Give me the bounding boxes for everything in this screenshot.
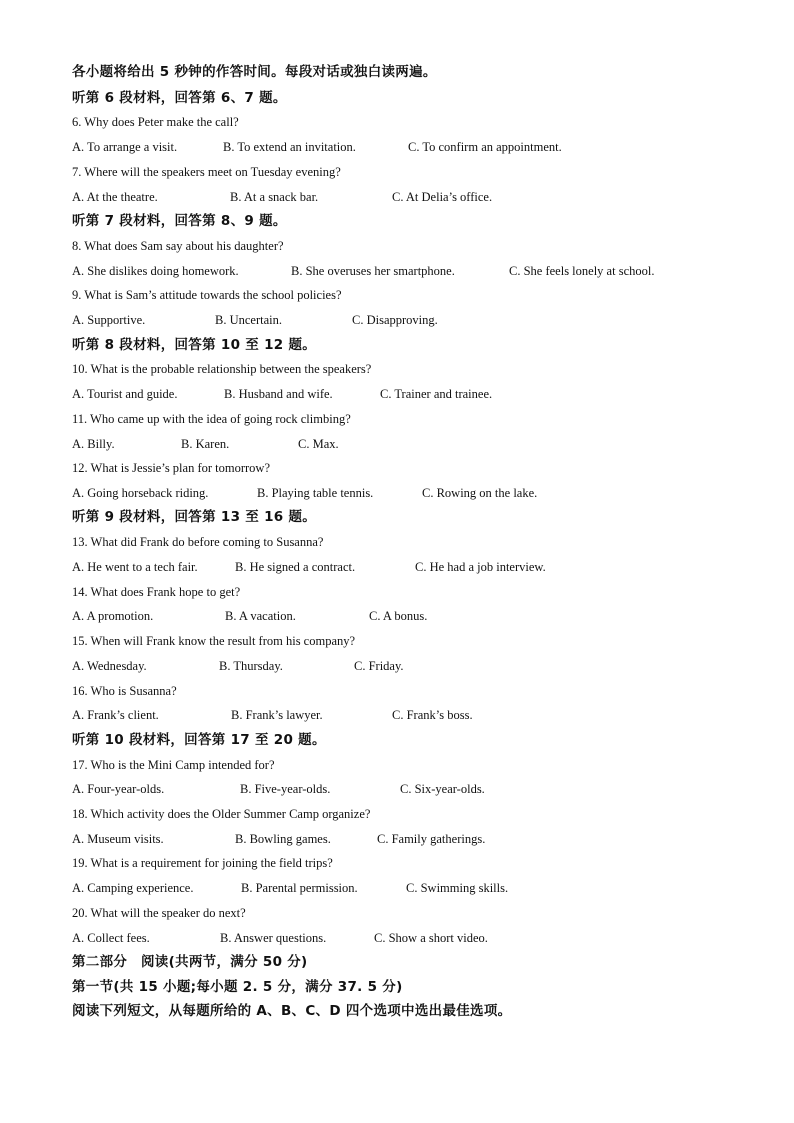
option-b: B. He signed a contract. [235,560,356,574]
option-a: A. Supportive. [72,313,146,327]
option-a: A. Billy. [72,437,115,451]
option-c: C. Rowing on the lake. [422,486,538,500]
option-a: A. Frank’s client. [72,708,159,722]
question-13: 13. What did Frank do before coming to Susanna? [72,535,324,549]
option-c: C. Disapproving. [352,313,438,327]
option-a: A. He went to a tech fair. [72,560,198,574]
option-a: A. At the theatre. [72,190,158,204]
question-14: 14. What does Frank hope to get? [72,585,241,599]
section-heading-10: 听第 10 段材料，回答第 17 至 20 题。 [72,732,326,748]
option-a: A. A promotion. [72,609,154,623]
option-b: B. Husband and wife. [224,387,333,401]
option-b: B. To extend an invitation. [223,140,356,154]
question-11: 11. Who came up with the idea of going rock climbing? [72,412,351,426]
option-a: A. Tourist and guide. [72,387,178,401]
part2-instruction: 阅读下列短文，从每题所给的 A、B、C、D 四个选项中选出最佳选项。 [72,1003,512,1019]
question-10: 10. What is the probable relationship between the speakers? [72,362,372,376]
part2-section1-title: 第一节(共 15 小题;每小题 2. 5 分，满分 37. 5 分) [72,979,403,995]
section-heading-6: 听第 6 段材料，回答第 6、7 题。 [72,90,287,106]
section-heading-8: 听第 8 段材料，回答第 10 至 12 题。 [72,337,317,353]
option-b: B. Parental permission. [241,881,358,895]
option-a: A. Going horseback riding. [72,486,209,500]
question-19: 19. What is a requirement for joining the field trips? [72,856,333,870]
option-c: C. She feels lonely at school. [509,264,655,278]
intro-text: 各小题将给出 5 秒钟的作答时间。每段对话或独白读两遍。 [72,64,437,80]
option-c: C. Family gatherings. [377,832,486,846]
option-c: C. Trainer and trainee. [380,387,493,401]
option-a: A. To arrange a visit. [72,140,178,154]
option-a: A. Four-year-olds. [72,782,165,796]
option-b: B. Uncertain. [215,313,282,327]
option-c: C. Frank’s boss. [392,708,473,722]
question-17: 17. Who is the Mini Camp intended for? [72,758,275,772]
option-c: C. Friday. [354,659,404,673]
question-20: 20. What will the speaker do next? [72,906,246,920]
option-b: B. At a snack bar. [230,190,319,204]
question-18: 18. Which activity does the Older Summer Camp organize? [72,807,371,821]
section-heading-7: 听第 7 段材料，回答第 8、9 题。 [72,213,287,229]
section-heading-9: 听第 9 段材料，回答第 13 至 16 题。 [72,509,317,525]
option-b: B. She overuses her smartphone. [291,264,455,278]
option-c: C. Six-year-olds. [400,782,485,796]
option-c: C. Show a short video. [374,931,488,945]
option-b: B. Answer questions. [220,931,327,945]
option-b: B. Bowling games. [235,832,331,846]
option-c: C. He had a job interview. [415,560,546,574]
option-a: A. Museum visits. [72,832,164,846]
option-b: B. Five-year-olds. [240,782,331,796]
part2-title: 第二部分 阅读(共两节，满分 50 分) [72,954,308,970]
option-a: A. Collect fees. [72,931,150,945]
option-b: B. Karen. [181,437,230,451]
option-b: B. A vacation. [225,609,296,623]
option-a: A. She dislikes doing homework. [72,264,239,278]
question-16: 16. Who is Susanna? [72,684,177,698]
question-6: 6. Why does Peter make the call? [72,115,239,129]
option-b: B. Thursday. [219,659,283,673]
question-9: 9. What is Sam’s attitude towards the school policies? [72,288,342,302]
option-c: C. To confirm an appointment. [408,140,562,154]
question-15: 15. When will Frank know the result from his company? [72,634,356,648]
question-7: 7. Where will the speakers meet on Tuesday evening? [72,165,341,179]
option-a: A. Camping experience. [72,881,194,895]
option-b: B. Playing table tennis. [257,486,374,500]
option-c: C. At Delia’s office. [392,190,493,204]
question-8: 8. What does Sam say about his daughter? [72,239,284,253]
option-c: C. Swimming skills. [406,881,509,895]
option-c: C. Max. [298,437,339,451]
option-c: C. A bonus. [369,609,428,623]
option-b: B. Frank’s lawyer. [231,708,323,722]
question-12: 12. What is Jessie’s plan for tomorrow? [72,461,270,475]
option-a: A. Wednesday. [72,659,147,673]
